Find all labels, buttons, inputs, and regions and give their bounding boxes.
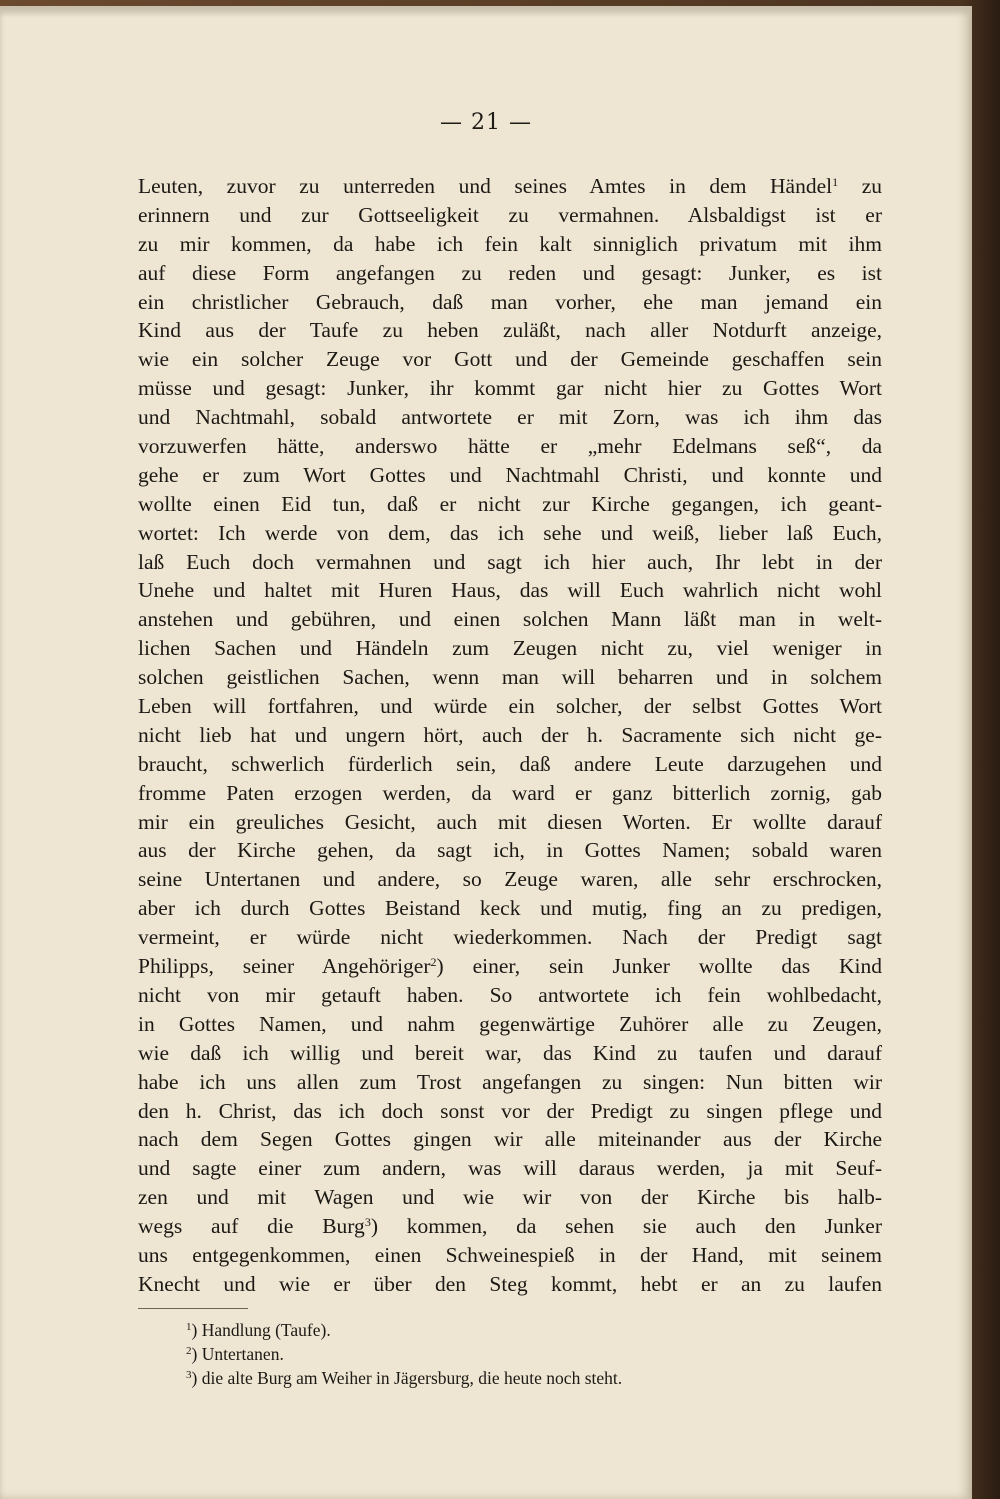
text-line — [138, 230, 882, 259]
text-line — [138, 1270, 882, 1299]
text-line — [138, 750, 882, 779]
text-line-main: zen und mit Wagen und wie wir von der Kirche bis halb- — [138, 1185, 882, 1210]
text-line — [138, 923, 882, 952]
text-line — [138, 952, 882, 981]
text-line — [138, 403, 882, 432]
text-line-tail: ) einer, sein Junker wollte das Kind — [436, 954, 882, 979]
text-line — [138, 432, 882, 461]
footnote-text: ) Untertanen. — [191, 1344, 284, 1364]
text-line — [138, 605, 882, 634]
text-line-tail: ) kommen, da sehen sie auch den Junker — [370, 1214, 882, 1239]
text-line-main: Leben will fortfahren, und würde ein solcher, der selbst Gottes Wort — [138, 694, 882, 719]
text-line-main: auf diese Form angefangen zu reden und gesagt: Junker, es ist — [138, 260, 882, 285]
text-line-main: Kind aus der Taufe zu heben zuläßt, nach aller Notdurft anzeige, — [138, 318, 882, 343]
text-line — [138, 548, 882, 577]
text-line-main: anstehen und gebühren, und einen solchen Mann läßt man in welt- — [138, 607, 882, 632]
text-line-main: nicht von mir getauft haben. So antwortete ich fein wohlbedacht, — [138, 982, 882, 1007]
text-line — [138, 981, 882, 1010]
text-line-main: wie ein solcher Zeuge vor Gott und der Gemeinde geschaffen sein — [138, 347, 882, 372]
text-line — [138, 1212, 882, 1241]
text-line-main: aus der Kirche gehen, da sagt ich, in Gottes Namen; sobald waren — [138, 838, 882, 863]
text-line-main: Knecht und wie er über den Steg kommt, hebt er an zu laufen — [138, 1271, 882, 1296]
footnote — [186, 1366, 826, 1390]
text-line-main: laß Euch doch vermahnen und sagt ich hier auch, Ihr lebt in der — [138, 549, 882, 574]
footnote-marker: 3 — [364, 1215, 371, 1230]
text-line-main: seine Untertanen und andere, so Zeuge waren, alle sehr erschrocken, — [138, 867, 882, 892]
footnote — [186, 1342, 826, 1366]
footnote-text: ) die alte Burg am Weiher in Jägersburg, die heute noch steht. — [191, 1368, 623, 1388]
text-line-main: den h. Christ, das ich doch sonst vor der Predigt zu singen pflege und — [138, 1098, 882, 1123]
text-line-main: Unehe und haltet mit Huren Haus, das will Euch wahrlich nicht wohl — [138, 578, 882, 603]
text-line-tail: zu — [838, 174, 882, 198]
text-line — [138, 201, 882, 230]
text-line-main: vorzuwerfen hätte, anderswo hätte er „mehr Edelmans seß“, da — [138, 434, 882, 459]
text-line — [138, 461, 882, 490]
text-line — [138, 836, 882, 865]
text-line — [138, 288, 882, 317]
footnote-number: 2 — [186, 1345, 192, 1357]
text-line — [138, 894, 882, 923]
page-number: — 21 — — [440, 110, 532, 135]
text-line-main: Philipps, seiner Angehöriger — [138, 954, 431, 979]
text-line-main: wegs auf die Burg — [138, 1214, 365, 1239]
text-line-main: braucht, schwerlich fürderlich sein, daß andere Leute darzugehen und — [138, 751, 882, 776]
text-line — [138, 1183, 882, 1212]
text-line — [138, 692, 882, 721]
footnote-marker: 1 — [832, 175, 839, 189]
text-line-main: solchen geistlichen Sachen, wenn man will beharren und in solchem — [138, 665, 882, 690]
text-line — [138, 1010, 882, 1039]
text-line-main: wortet: Ich werde von dem, das ich sehe und weiß, lieber laß Euch, — [138, 520, 882, 545]
text-line-main: nicht lieb hat und ungern hört, auch der h. Sacramente sich nicht ge- — [138, 722, 882, 747]
footnote-number: 1 — [186, 1321, 192, 1333]
footnote-text: ) Handlung (Taufe). — [191, 1320, 331, 1340]
text-line-main: in Gottes Namen, und nahm gegenwärtige Zuhörer alle zu Zeugen, — [138, 1011, 882, 1036]
text-line-main: Leuten, zuvor zu unterreden und seines Amtes in dem Händel — [138, 174, 833, 198]
text-line-main: wollte einen Eid tun, daß er nicht zur Kirche gegangen, ich geant- — [138, 491, 882, 516]
text-line — [138, 576, 882, 605]
body-text — [138, 172, 882, 1299]
text-line — [138, 721, 882, 750]
text-line-main: und Nachtmahl, sobald antwortete er mit Zorn, was ich ihm das — [138, 405, 882, 430]
footnotes — [186, 1318, 826, 1390]
text-line — [138, 1241, 882, 1270]
text-line — [138, 1039, 882, 1068]
text-line — [138, 634, 882, 663]
footnote-rule — [138, 1308, 248, 1309]
text-line — [138, 1154, 882, 1183]
text-line-main: fromme Paten erzogen werden, da ward er ganz bitterlich zornig, gab — [138, 780, 882, 805]
text-line-main: erinnern und zur Gottseeligkeit zu vermahnen. Alsbaldigst ist er — [138, 202, 882, 227]
footnote-number: 3 — [186, 1369, 192, 1381]
text-line — [138, 259, 882, 288]
text-line-main: uns entgegenkommen, einen Schweinespieß in der Hand, mit seinem — [138, 1242, 882, 1267]
text-line-main: habe ich uns allen zum Trost angefangen zu singen: Nun bitten wir — [138, 1069, 882, 1094]
text-line-main: wie daß ich willig und bereit war, das Kind zu taufen und darauf — [138, 1040, 882, 1065]
text-line — [138, 172, 882, 201]
footnote — [186, 1318, 826, 1342]
text-line-main: gehe er zum Wort Gottes und Nachtmahl Christi, und konnte und — [138, 462, 882, 487]
text-line — [138, 663, 882, 692]
text-line — [138, 1125, 882, 1154]
text-line-main: vermeint, er würde nicht wiederkommen. Nach der Predigt sagt — [138, 925, 882, 950]
footnote-marker: 2 — [430, 955, 437, 970]
text-line — [138, 345, 882, 374]
text-line-main: und sagte einer zum andern, was will daraus werden, ja mit Seuf- — [138, 1156, 882, 1181]
text-line-main: mir ein greuliches Gesicht, auch mit diesen Worten. Er wollte darauf — [138, 809, 882, 834]
text-line — [138, 490, 882, 519]
text-line — [138, 808, 882, 837]
text-line — [138, 779, 882, 808]
text-line — [138, 865, 882, 894]
text-line-main: aber ich durch Gottes Beistand keck und mutig, fing an zu predigen, — [138, 896, 882, 921]
text-line — [138, 374, 882, 403]
text-line-main: zu mir kommen, da habe ich fein kalt sinniglich privatum mit ihm — [138, 231, 882, 256]
text-line — [138, 316, 882, 345]
text-line-main: müsse und gesagt: Junker, ihr kommt gar nicht hier zu Gottes Wort — [138, 376, 882, 401]
text-line-main: nach dem Segen Gottes gingen wir alle miteinander aus der Kirche — [138, 1127, 882, 1152]
text-line — [138, 519, 882, 548]
text-line-main: ein christlicher Gebrauch, daß man vorher, ehe man jemand ein — [138, 289, 882, 314]
text-line — [138, 1097, 882, 1126]
text-line — [138, 1068, 882, 1097]
page-top-shadow — [0, 6, 972, 18]
text-line-main: lichen Sachen und Händeln zum Zeugen nicht zu, viel weniger in — [138, 636, 882, 661]
